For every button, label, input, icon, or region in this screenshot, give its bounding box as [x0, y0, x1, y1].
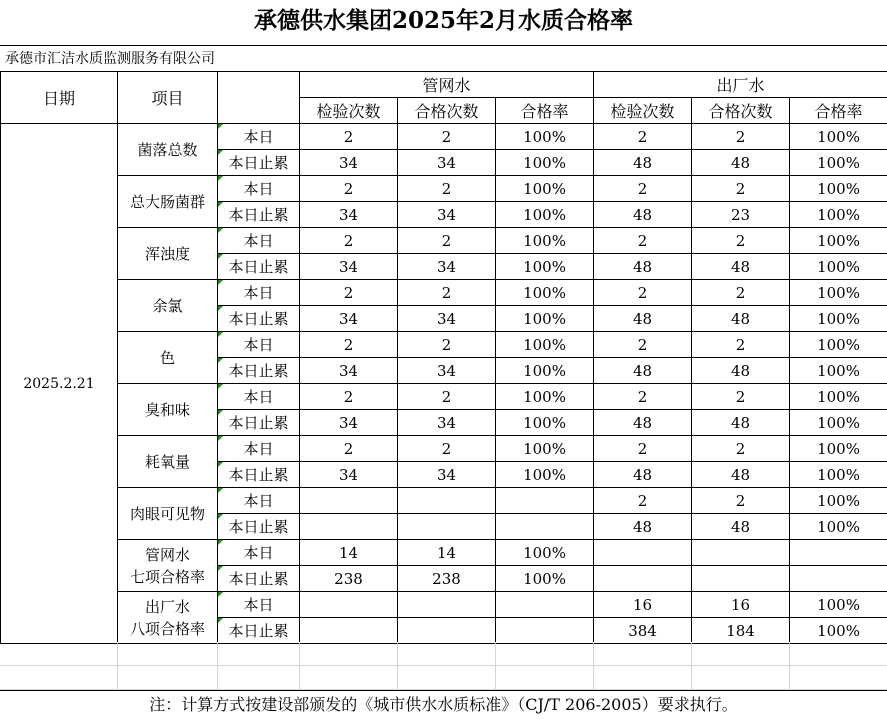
cell-plant-tests[interactable]: 2 — [594, 228, 692, 254]
cell-pipe-rate[interactable]: 100% — [496, 358, 594, 384]
cell-plant-tests[interactable]: 2 — [594, 280, 692, 306]
cell-pipe-tests[interactable]: 2 — [300, 124, 398, 150]
cell-plant-qualified[interactable]: 48 — [692, 254, 790, 280]
cell-pipe-qualified[interactable] — [398, 514, 496, 540]
cell-plant-qualified[interactable] — [692, 566, 790, 592]
header-plant-tests[interactable]: 检验次数 — [594, 98, 692, 124]
cell-plant-rate[interactable]: 100% — [790, 332, 887, 358]
header-pipe-rate[interactable]: 合格率 — [496, 98, 594, 124]
cell-pipe-rate[interactable]: 100% — [496, 280, 594, 306]
cell-pipe-qualified[interactable]: 34 — [398, 306, 496, 332]
empty-row[interactable] — [0, 642, 887, 666]
header-pipe-tests[interactable]: 检验次数 — [300, 98, 398, 124]
cell-pipe-rate[interactable]: 100% — [496, 202, 594, 228]
cell-pipe-tests[interactable]: 2 — [300, 228, 398, 254]
cell-plant-rate[interactable]: 100% — [790, 228, 887, 254]
sub-label-today[interactable]: 本日 — [218, 384, 300, 410]
cell-plant-rate[interactable]: 100% — [790, 592, 887, 618]
table-row — [1, 228, 887, 254]
cell-plant-tests[interactable]: 384 — [594, 618, 692, 644]
cell-plant-rate[interactable]: 100% — [790, 358, 887, 384]
cell-pipe-rate[interactable]: 100% — [496, 410, 594, 436]
cell-plant-tests[interactable]: 2 — [594, 488, 692, 514]
cell-plant-rate[interactable]: 100% — [790, 280, 887, 306]
cell-pipe-rate[interactable]: 100% — [496, 436, 594, 462]
cell-pipe-rate[interactable]: 100% — [496, 228, 594, 254]
table-row — [1, 540, 887, 566]
grid-line — [789, 642, 790, 690]
water-quality-table — [0, 71, 887, 644]
cell-plant-qualified[interactable]: 2 — [692, 332, 790, 358]
cell-pipe-qualified[interactable]: 34 — [398, 150, 496, 176]
cell-plant-qualified[interactable]: 48 — [692, 150, 790, 176]
cell-pipe-tests[interactable]: 14 — [300, 540, 398, 566]
item-name-cell[interactable]: 余氯 — [118, 280, 218, 332]
header-pipe-qualified[interactable]: 合格次数 — [398, 98, 496, 124]
cell-plant-qualified[interactable]: 2 — [692, 124, 790, 150]
cell-pipe-rate[interactable]: 100% — [496, 332, 594, 358]
cell-pipe-tests[interactable] — [300, 592, 398, 618]
cell-plant-tests[interactable]: 2 — [594, 124, 692, 150]
cell-plant-qualified[interactable]: 48 — [692, 306, 790, 332]
cell-plant-qualified[interactable]: 2 — [692, 384, 790, 410]
cell-pipe-qualified[interactable]: 2 — [398, 228, 496, 254]
item-name-cell[interactable]: 耗氧量 — [118, 436, 218, 488]
cell-pipe-tests[interactable]: 2 — [300, 384, 398, 410]
cell-pipe-rate[interactable]: 100% — [496, 150, 594, 176]
cell-plant-tests[interactable]: 2 — [594, 384, 692, 410]
cell-plant-qualified[interactable]: 184 — [692, 618, 790, 644]
sub-label-today[interactable]: 本日 — [218, 124, 300, 150]
cell-pipe-qualified[interactable]: 14 — [398, 540, 496, 566]
cell-plant-rate[interactable] — [790, 566, 887, 592]
cell-pipe-qualified[interactable]: 238 — [398, 566, 496, 592]
cell-pipe-rate[interactable]: 100% — [496, 462, 594, 488]
cell-plant-tests[interactable]: 48 — [594, 150, 692, 176]
header-date[interactable]: 日期 — [1, 72, 118, 124]
item-name-cell[interactable]: 菌落总数 — [118, 124, 218, 176]
cell-plant-tests[interactable]: 48 — [594, 254, 692, 280]
cell-pipe-tests[interactable]: 34 — [300, 462, 398, 488]
grid-line — [217, 642, 218, 690]
cell-plant-rate[interactable]: 100% — [790, 436, 887, 462]
sub-label-cumulative[interactable]: 本日止累 — [218, 306, 300, 332]
cell-plant-rate[interactable]: 100% — [790, 410, 887, 436]
cell-pipe-tests[interactable]: 238 — [300, 566, 398, 592]
cell-plant-qualified[interactable]: 48 — [692, 462, 790, 488]
date-cell[interactable]: 2025.2.21 — [1, 124, 118, 644]
cell-plant-tests[interactable] — [594, 540, 692, 566]
grid-line — [117, 642, 118, 690]
header-item[interactable]: 项目 — [118, 72, 218, 124]
cell-pipe-tests[interactable]: 2 — [300, 280, 398, 306]
cell-pipe-rate[interactable] — [496, 592, 594, 618]
cell-pipe-rate[interactable]: 100% — [496, 384, 594, 410]
cell-pipe-qualified[interactable] — [398, 618, 496, 644]
cell-plant-tests[interactable]: 48 — [594, 410, 692, 436]
cell-plant-tests[interactable]: 48 — [594, 202, 692, 228]
cell-plant-rate[interactable]: 100% — [790, 618, 887, 644]
sub-label-cumulative[interactable]: 本日止累 — [218, 462, 300, 488]
header-sub-blank[interactable] — [218, 72, 300, 124]
report-title: 承德供水集团2025年2月水质合格率 — [0, 0, 887, 46]
table-row — [1, 124, 887, 150]
cell-pipe-tests[interactable] — [300, 514, 398, 540]
cell-plant-rate[interactable]: 100% — [790, 176, 887, 202]
cell-pipe-rate[interactable] — [496, 618, 594, 644]
cell-plant-qualified[interactable]: 16 — [692, 592, 790, 618]
grid-line — [299, 642, 300, 690]
cell-plant-rate[interactable]: 100% — [790, 306, 887, 332]
sub-label-cumulative[interactable]: 本日止累 — [218, 202, 300, 228]
cell-pipe-tests[interactable]: 34 — [300, 202, 398, 228]
table-row — [1, 592, 887, 618]
cell-pipe-qualified[interactable]: 34 — [398, 462, 496, 488]
cell-plant-tests[interactable]: 16 — [594, 592, 692, 618]
cell-plant-rate[interactable]: 100% — [790, 384, 887, 410]
cell-pipe-tests[interactable]: 34 — [300, 410, 398, 436]
cell-pipe-rate[interactable] — [496, 488, 594, 514]
cell-pipe-qualified[interactable]: 34 — [398, 410, 496, 436]
cell-plant-qualified[interactable] — [692, 540, 790, 566]
cell-plant-rate[interactable]: 100% — [790, 462, 887, 488]
cell-pipe-qualified[interactable]: 2 — [398, 332, 496, 358]
cell-plant-rate[interactable]: 100% — [790, 488, 887, 514]
cell-pipe-tests[interactable]: 34 — [300, 254, 398, 280]
cell-plant-qualified[interactable]: 48 — [692, 358, 790, 384]
item-name-cell[interactable]: 色 — [118, 332, 218, 384]
cell-pipe-tests[interactable]: 2 — [300, 332, 398, 358]
cell-pipe-rate[interactable]: 100% — [496, 124, 594, 150]
cell-pipe-tests[interactable]: 34 — [300, 150, 398, 176]
sub-label-today[interactable]: 本日 — [218, 436, 300, 462]
cell-plant-qualified[interactable]: 23 — [692, 202, 790, 228]
sub-label-today[interactable]: 本日 — [218, 228, 300, 254]
cell-pipe-qualified[interactable]: 34 — [398, 254, 496, 280]
empty-rows — [0, 642, 887, 690]
cell-plant-rate[interactable]: 100% — [790, 124, 887, 150]
sub-label-cumulative[interactable]: 本日止累 — [218, 358, 300, 384]
sub-label-today[interactable]: 本日 — [218, 280, 300, 306]
table-row — [1, 280, 887, 306]
cell-plant-rate[interactable] — [790, 540, 887, 566]
item-name-cell[interactable]: 出厂水 八项合格率 — [118, 592, 218, 644]
cell-pipe-qualified[interactable]: 34 — [398, 202, 496, 228]
cell-pipe-tests[interactable] — [300, 488, 398, 514]
item-name-cell[interactable]: 总大肠菌群 — [118, 176, 218, 228]
sub-label-cumulative[interactable]: 本日止累 — [218, 150, 300, 176]
grid-line — [397, 642, 398, 690]
cell-plant-tests[interactable]: 48 — [594, 358, 692, 384]
cell-pipe-rate[interactable] — [496, 514, 594, 540]
cell-pipe-qualified[interactable]: 2 — [398, 436, 496, 462]
cell-plant-qualified[interactable]: 2 — [692, 488, 790, 514]
grid-line — [691, 642, 692, 690]
cell-plant-rate[interactable]: 100% — [790, 514, 887, 540]
cell-plant-qualified[interactable]: 2 — [692, 176, 790, 202]
item-name-cell[interactable]: 臭和味 — [118, 384, 218, 436]
cell-pipe-rate[interactable]: 100% — [496, 254, 594, 280]
sub-label-today[interactable]: 本日 — [218, 176, 300, 202]
cell-plant-tests[interactable]: 48 — [594, 462, 692, 488]
cell-pipe-qualified[interactable]: 2 — [398, 384, 496, 410]
item-name-cell[interactable]: 肉眼可见物 — [118, 488, 218, 540]
cell-pipe-qualified[interactable] — [398, 488, 496, 514]
sub-label-cumulative[interactable]: 本日止累 — [218, 618, 300, 644]
cell-plant-rate[interactable]: 100% — [790, 150, 887, 176]
sub-label-today[interactable]: 本日 — [218, 332, 300, 358]
cell-plant-tests[interactable] — [594, 566, 692, 592]
table-row — [1, 488, 887, 514]
cell-pipe-qualified[interactable]: 2 — [398, 280, 496, 306]
cell-pipe-tests[interactable]: 2 — [300, 436, 398, 462]
grid-line — [593, 642, 594, 690]
cell-plant-tests[interactable]: 2 — [594, 436, 692, 462]
cell-plant-qualified[interactable]: 48 — [692, 410, 790, 436]
sub-label-cumulative[interactable]: 本日止累 — [218, 254, 300, 280]
company-name: 承德市汇洁水质监测服务有限公司 — [5, 48, 215, 70]
cell-pipe-qualified[interactable]: 34 — [398, 358, 496, 384]
sub-label-cumulative[interactable]: 本日止累 — [218, 410, 300, 436]
cell-plant-rate[interactable]: 100% — [790, 254, 887, 280]
sub-label-today[interactable]: 本日 — [218, 488, 300, 514]
sub-label-today[interactable]: 本日 — [218, 540, 300, 566]
header-plant-rate[interactable]: 合格率 — [790, 98, 887, 124]
empty-row[interactable] — [0, 666, 887, 690]
sub-label-cumulative[interactable]: 本日止累 — [218, 514, 300, 540]
cell-pipe-rate[interactable]: 100% — [496, 566, 594, 592]
cell-plant-qualified[interactable]: 2 — [692, 228, 790, 254]
header-plant-qualified[interactable]: 合格次数 — [692, 98, 790, 124]
cell-plant-qualified[interactable]: 2 — [692, 280, 790, 306]
cell-pipe-rate[interactable]: 100% — [496, 306, 594, 332]
table-row — [1, 436, 887, 462]
cell-plant-qualified[interactable]: 48 — [692, 514, 790, 540]
cell-plant-tests[interactable]: 2 — [594, 176, 692, 202]
grid-line — [495, 642, 496, 690]
cell-plant-tests[interactable]: 48 — [594, 514, 692, 540]
footnote: 注：计算方式按建设部颁发的《城市供水水质标准》（CJ/T 206-2005）要求执行。 — [0, 690, 887, 719]
cell-pipe-rate[interactable]: 100% — [496, 540, 594, 566]
cell-plant-rate[interactable]: 100% — [790, 202, 887, 228]
header-plant-water[interactable]: 出厂水 — [594, 72, 887, 98]
cell-pipe-tests[interactable]: 2 — [300, 176, 398, 202]
cell-plant-tests[interactable]: 48 — [594, 306, 692, 332]
sub-label-today[interactable]: 本日 — [218, 592, 300, 618]
sub-label-cumulative[interactable]: 本日止累 — [218, 566, 300, 592]
table-row — [1, 384, 887, 410]
table-row — [1, 176, 887, 202]
cell-pipe-rate[interactable]: 100% — [496, 176, 594, 202]
cell-plant-qualified[interactable]: 2 — [692, 436, 790, 462]
cell-pipe-qualified[interactable]: 2 — [398, 124, 496, 150]
cell-pipe-tests[interactable]: 34 — [300, 306, 398, 332]
header-pipe-water[interactable]: 管网水 — [300, 72, 594, 98]
cell-pipe-qualified[interactable]: 2 — [398, 176, 496, 202]
cell-plant-tests[interactable]: 2 — [594, 332, 692, 358]
table-row — [1, 332, 887, 358]
item-name-cell[interactable]: 浑浊度 — [118, 228, 218, 280]
cell-pipe-tests[interactable] — [300, 618, 398, 644]
item-name-cell[interactable]: 管网水 七项合格率 — [118, 540, 218, 592]
cell-pipe-tests[interactable]: 34 — [300, 358, 398, 384]
cell-pipe-qualified[interactable] — [398, 592, 496, 618]
